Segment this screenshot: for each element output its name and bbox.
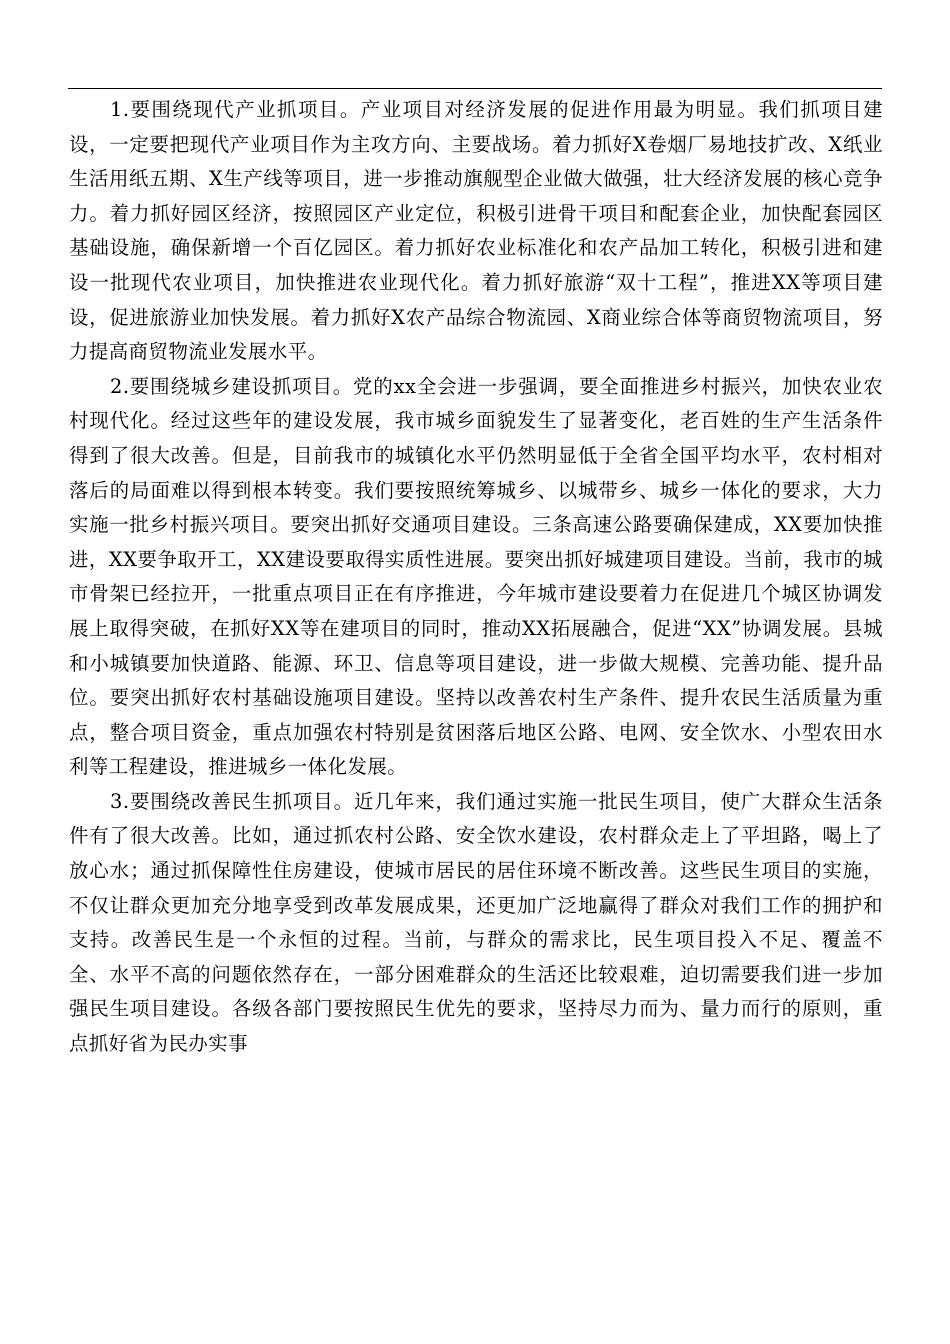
paragraph-1: 1.要围绕现代产业抓项目。产业项目对经济发展的促进作用最为明显。我们抓项目建设，一定要把现代产业项目作为主攻方向、主要战场。着力抓好X卷烟厂易地技扩改、X纸业生活用纸五期、X生产线等项目，进一步推动旗舰型企业做大做强，壮大经济发展的核心竞争力。着力抓好园区经济，按照园区产业定位，积极引进骨干项目和配套企业，加快配套园区基础设施，确保新增一个百亿园区。着力抓好农业标准化和农产品加工转化，积极引进和建设一批现代农业项目，加快推进农业现代化。着力抓好旅游“双十工程”，推进XX等项目建设，促进旅游业加快发展。着力抓好X农产品综合物流园、X商业综合体等商贸物流项目，努力提高商贸物流业发展水平。 xyxy=(69,98,883,364)
header-rule xyxy=(68,88,882,89)
document-body xyxy=(69,93,883,1062)
paragraph-3: 3.要围绕改善民生抓项目。近几年来，我们通过实施一批民生项目，使广大群众生活条件有了很大改善。比如，通过抓农村公路、安全饮水建设，农村群众走上了平坦路，喝上了放心水；通过抓保障性住房建设，使城市居民的居住环境不断改善。这些民生项目的实施，不仅让群众更加充分地享受到改革发展成果，还更加广泛地赢得了群众对我们工作的拥护和支持。改善民生是一个永恒的过程。当前，与群众的需求比，民生项目投入不足、覆盖不全、水平不高的问题依然存在，一部分困难群众的生活还比较艰难，迫切需要我们进一步加强民生项目建设。各级各部门要按照民生优先的要求，坚持尽力而为、量力而行的原则，重点抓好省为民办实事 xyxy=(69,789,883,1056)
paragraph-2: 2.要围绕城乡建设抓项目。党的xx全会进一步强调，要全面推进乡村振兴，加快农业农村现代化。经过这些年的建设发展，我市城乡面貌发生了显著变化，老百姓的生产生活条件得到了很大改善。但是，目前我市的城镇化水平仍然明显低于全省全国平均水平，农村相对落后的局面难以得到根本转变。我们要按照统筹城乡、以城带乡、城乡一体化的要求，大力实施一批乡村振兴项目。要突出抓好交通项目建设。三条高速公路要确保建成，XX要加快推进，XX要争取开工，XX建设要取得实质性进展。要突出抓好城建项目建设。当前，我市的城市骨架已经拉开，一批重点项目正在有序推进，今年城市建设要着力在促进几个城区协调发展上取得突破，在抓好XX等在建项目的同时，推动XX拓展融合，促进“XX”协调发展。县城和小城镇要加快道路、能源、环卫、信息等项目建设，进一步做大规模、完善功能、提升品位。要突出抓好农村基础设施项目建设。坚持以改善农村生产条件、提升农民生活质量为重点，整合项目资金，重点加强农村特别是贫困落后地区公路、电网、安全饮水、小型农田水利等工程建设，推进城乡一体化发展。 xyxy=(69,374,883,779)
